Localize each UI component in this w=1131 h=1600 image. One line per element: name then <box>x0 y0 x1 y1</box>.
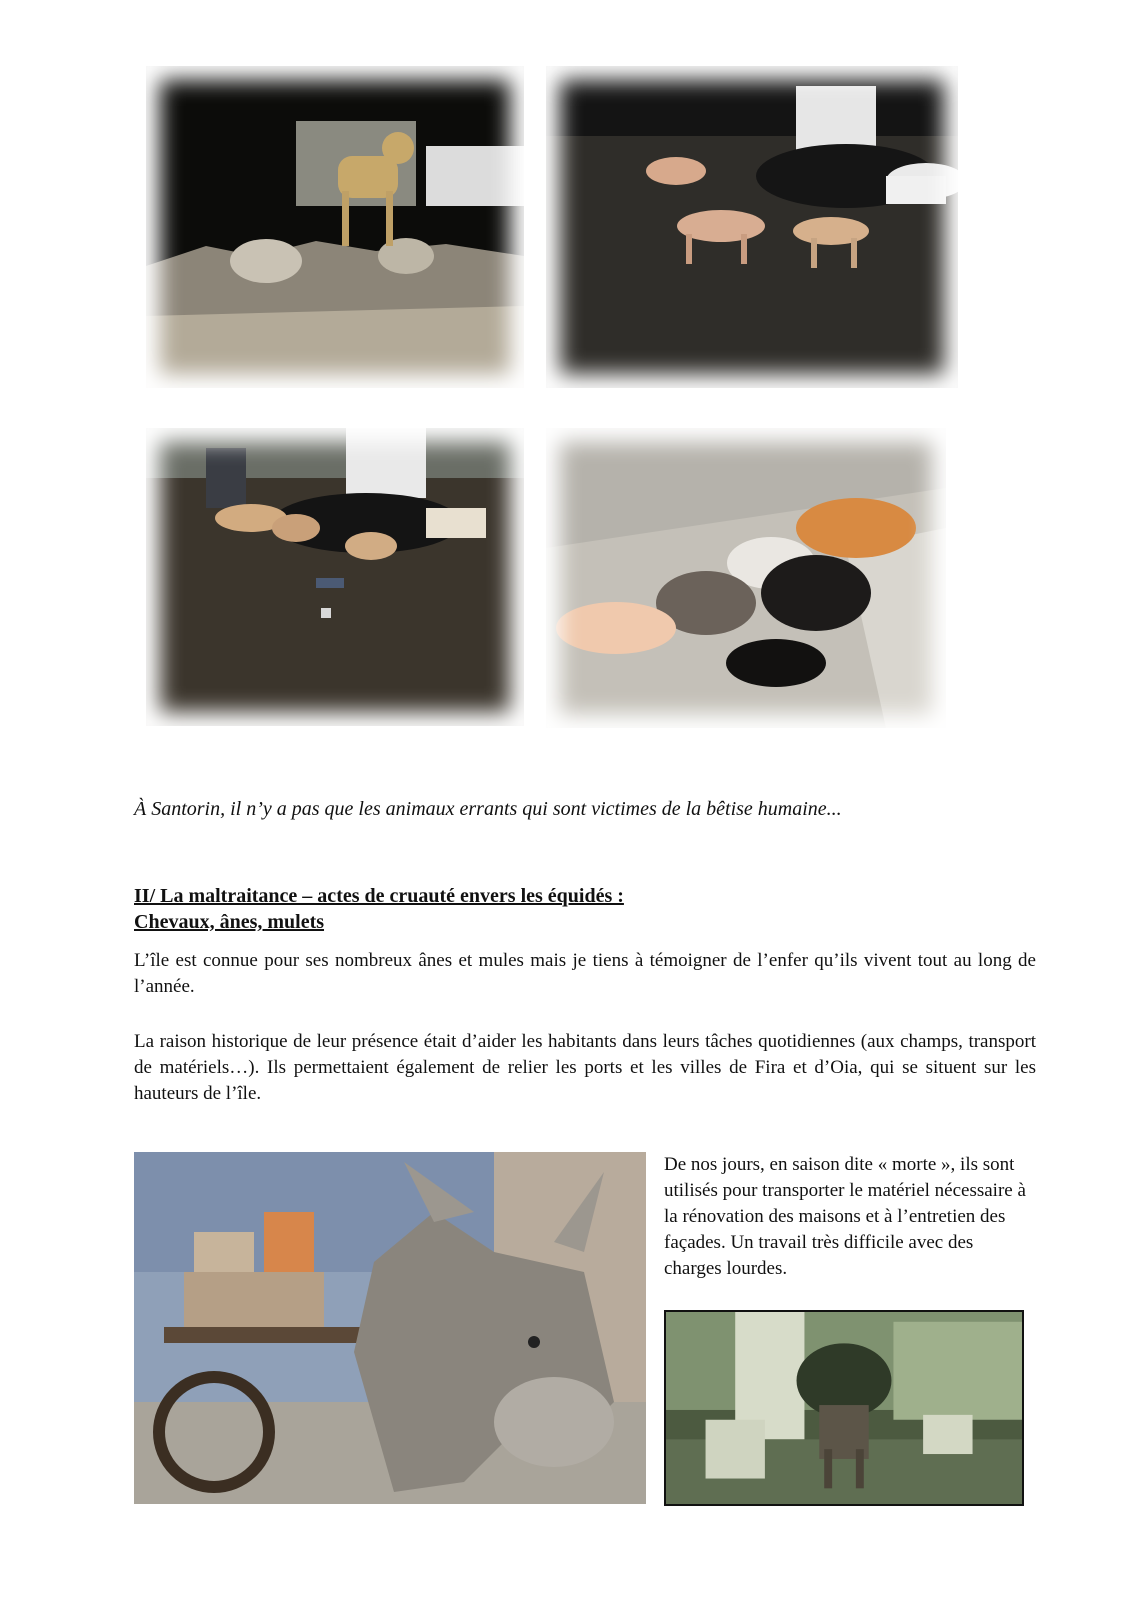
photo-dogs-at-trash-bins <box>146 428 524 726</box>
photo-donkey-with-cart <box>134 1152 646 1504</box>
section-title-line-1: II/ La maltraitance – actes de cruauté envers les équidés : <box>134 885 624 907</box>
section-title-line-2: Chevaux, ânes, mulets <box>134 911 325 933</box>
paragraph-history: La raison historique de leur présence était d’aider les habitants dans leurs tâches quotidiennes (aux champs, transport de matériels…). Ils permettaient également de relier les ports et les villes de Fira et d’Oia, qui se situent sur les hauteurs de l’île. <box>134 1031 1036 1104</box>
photo-caption: À Santorin, il n’y a pas que les animaux errants qui sont victimes de la bêtise humaine... <box>134 798 842 820</box>
photo-cats-cuddling <box>546 428 946 728</box>
paragraph-intro: L’île est connue pour ses nombreux ânes et mules mais je tiens à témoigner de l’enfer qu’ils vivent tout au long de l’année. <box>134 950 1036 997</box>
photo-mule-night-load <box>664 1310 1024 1506</box>
paragraph-current-use: De nos jours, en saison dite « morte », ils sont utilisés pour transporter le matériel nécessaire à la rénovation des maisons et à l’entretien des façades. Un travail très difficile avec des charges lourdes. <box>664 1154 1026 1279</box>
section-heading <box>134 883 994 935</box>
photo-stray-dog-on-rocks <box>146 66 524 388</box>
photo-puppies-in-garbage <box>546 66 958 388</box>
